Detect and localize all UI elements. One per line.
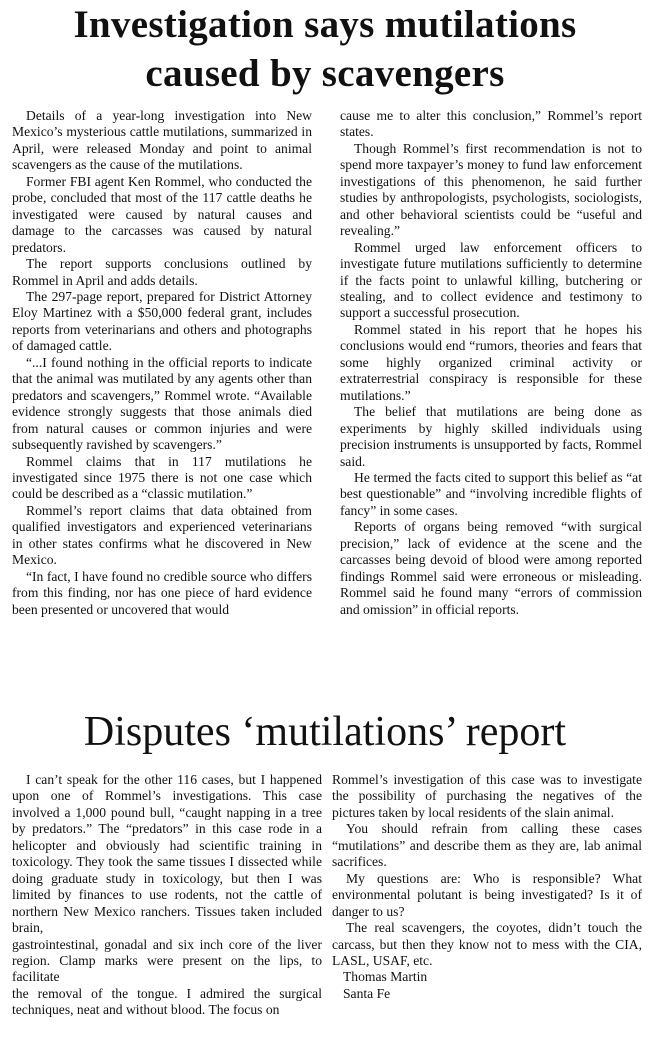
paragraph: He termed the facts cited to support this belief as “at best questionable” and “involving incredible flights of fancy” in some cases.: [340, 469, 642, 518]
paragraph: the removal of the tongue. I admired the surgical techniques, neat and without blood. The focus on: [12, 985, 322, 1018]
paragraph: My questions are: Who is responsible? What environmental polutant is being investigated? Is it of danger to us?: [332, 870, 642, 919]
paragraph: The real scavengers, the coyotes, didn’t touch the carcass, but then they know not to mess with the CIA, LASL, USAF, etc.: [332, 920, 642, 968]
paragraph-continuation: Rommel’s investigation of this case was to investigate the possibility of purchasing the negatives of the pictures taken by local residents of the slain animal.: [332, 772, 642, 820]
paragraph: I can’t speak for the other 116 cases, but I happened upon one of Rommel’s investigations. This case involved a 1,000 pound bull, “caught napping in a tree by predators.” The “predators” in this case rode in a helicopter and obviously had scientific training in toxicology. They took the same tissues I dissected while doing graduate study in toxicology, but then I was limited by finances to use rodents, not the cattle of northern New Mexico ranchers. Tissues taken included brain,: [12, 772, 322, 936]
article1-headline-line2: caused by scavengers: [145, 52, 505, 95]
paragraph: Rommel’s report claims that data obtained from qualified investigators and experienced veterinarians in other states confirms what he discovered in New Mexico.: [12, 502, 312, 568]
paragraph: Rommel claims that in 117 mutilations he investigated since 1975 there is not one case which could be described as a “classic mutilation.”: [12, 453, 312, 502]
article1-right-column: [340, 108, 642, 618]
paragraph: The report supports conclusions outlined by Rommel in April and adds details.: [12, 256, 312, 288]
article2-left-column: [12, 772, 322, 1019]
paragraph: Though Rommel’s first recommendation is not to spend more taxpayer’s money to fund law enforcement investigations of this phenomenon, he said further studies by anthropologists, psychologists, sociologists, and other behavioral scientists could be “useful and revealing.”: [340, 140, 642, 239]
article2-right-column: [332, 772, 642, 1002]
paragraph: You should refrain from calling these cases “mutilations” and describe them as they are, lab animal sacrifices.: [332, 821, 642, 870]
article1-left-column: [12, 108, 312, 618]
signature-place: Santa Fe: [343, 985, 391, 1001]
signature-name: Thomas Martin: [343, 969, 428, 985]
paragraph: Former FBI agent Ken Rommel, who conducted the probe, concluded that most of the 117 cattle deaths he investigated were caused by natural causes and damage to the carcasses was caused by natural predators.: [12, 173, 312, 255]
paragraph: gastrointestinal, gonadal and six inch core of the liver region. Clamp marks were present on the lips, to facilitate: [12, 936, 322, 985]
paragraph: “In fact, I have found no credible source who differs from this finding, nor has one piece of hard evidence been presented or uncovered that would: [12, 568, 312, 617]
paragraph: Reports of organs being removed “with surgical precision,” lack of evidence at the scene and the carcasses being devoid of blood were among reported findings Rommel said were erroneous or misleading. Rommel said he found many “errors of commission and omission” in official reports.: [340, 519, 642, 617]
paragraph-continuation: cause me to alter this conclusion,” Rommel’s report states.: [340, 108, 642, 140]
paragraph: Rommel stated in his report that he hopes his conclusions would end “rumors, theories and fears that some highly organized criminal activity or extraterrestrial conspiracy is responsible for these mutilations.”: [340, 321, 642, 403]
paragraph: The 297-page report, prepared for District Attorney Eloy Martinez with a $50,000 federal grant, includes reports from veterinarians and others and photographs of damaged cattle.: [12, 288, 312, 354]
paragraph: Rommel urged law enforcement officers to investigate future mutilations sufficiently to determine if the facts point to unlawful killing, butchering or stealing, and to collect evidence and testimony to support a successful prosecution.: [340, 239, 642, 321]
paragraph: “...I found nothing in the official reports to indicate that the animal was mutilated by any agents other than predators and scavengers,” Rommel wrote. “Available evidence strongly suggests that those animals died from natural causes or common injuries and were subsequently ravished by scavengers.”: [12, 354, 312, 453]
article1-headline-line1: Investigation says mutilations: [73, 3, 577, 46]
paragraph: The belief that mutilations are being done as experiments by highly skilled individuals using precision instruments is unsupported by facts, Rommel said.: [340, 404, 642, 469]
paragraph: Details of a year-long investigation into New Mexico’s mysterious cattle mutilations, summarized in April, were released Monday and point to animal scavengers as the cause of the mutilations.: [12, 108, 312, 173]
article2-headline: Disputes ‘mutilations’ report: [83, 709, 567, 755]
article1-headline: [0, 0, 650, 98]
